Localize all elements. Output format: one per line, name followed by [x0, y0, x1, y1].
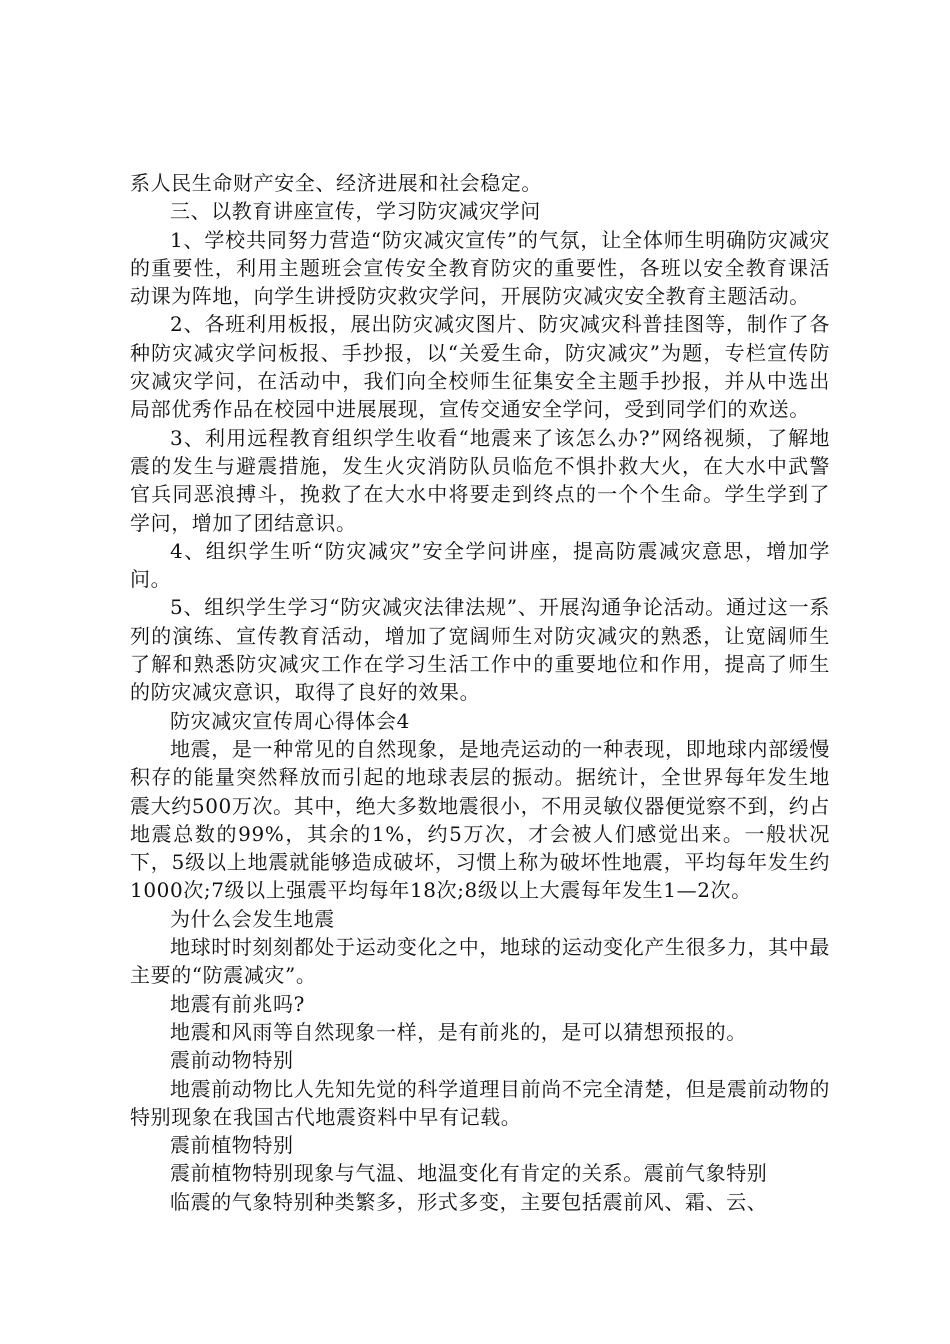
- paragraph: 3、利用远程教育组织学生收看“地震来了该怎么办?”网络视频，了解地震的发生与避震措施，发生火灾消防队员临危不惧扑救大火，在大水中武警官兵同恶浪搏斗，挽救了在大水中将要走到终点的一个个生命。学生学到了学问，增加了团结意识。: [130, 425, 830, 535]
- paragraph: 震前植物特别现象与气温、地温变化有肯定的关系。震前气象特别: [170, 1161, 768, 1186]
- paragraph: 地震前动物比人先知先觉的科学道理目前尚不完全清楚，但是震前动物的特别现象在我国古代地震资料中早有记载。: [130, 1076, 830, 1129]
- paragraph: 地震，是一种常见的自然现象，是地壳运动的一种表现，即地球内部缓慢积存的能量突然释放而引起的地球表层的振动。据统计，全世界每年发生地震大约500万次。其中，绝大多数地震很小，不用灵敏仪器便觉察不到，约占地震总数的99%，其余的1%，约5万次，才会被人们感觉出来。一般状况下，5级以上地震就能够造成破坏，习惯上称为破坏性地震，平均每年发生约1000次;7级以上强震平均每年18次;8级以上大震每年发生1—2次。: [130, 736, 830, 903]
- section-heading: 震前动物特别: [170, 1048, 294, 1073]
- document-body: [130, 169, 830, 1216]
- paragraph: 2、各班利用板报，展出防灾减灾图片、防灾减灾科普挂图等，制作了各种防灾减灾学问板报、手抄报，以“关爱生命，防灾减灾”为题，专栏宣传防灾减灾学问，在活动中，我们向全校师生征集安全主题手抄报，并从中选出局部优秀作品在校园中进展展现，宣传交通安全学问，受到同学们的欢送。: [130, 312, 830, 422]
- paragraph: 地球时时刻刻都处于运动变化之中，地球的运动变化产生很多力，其中最主要的“防震减灾”。: [130, 935, 830, 988]
- section-heading: 防灾减灾宣传周心得体会4: [170, 708, 410, 733]
- paragraph: 5、组织学生学习“防灾减灾法律法规”、开展沟通争论活动。通过这一系列的演练、宣传教育活动，增加了宽阔师生对防灾减灾的熟悉，让宽阔师生了解和熟悉防灾减灾工作在学习生活工作中的重要地位和作用，提高了师生的防灾减灾意识，取得了良好的效果。: [130, 595, 830, 705]
- section-heading: 震前植物特别: [170, 1133, 294, 1158]
- paragraph: 地震和风雨等自然现象一样，是有前兆的，是可以猜想预报的。: [170, 1019, 747, 1044]
- section-heading: 为什么会发生地震: [170, 906, 335, 931]
- paragraph: 1、学校共同努力营造“防灾减灾宣传”的气氛，让全体师生明确防灾减灾的重要性，利用主题班会宣传安全教育防灾的重要性，各班以安全教育课活动课为阵地，向学生讲授防灾救灾学问，开展防灾减灾安全教育主题活动。: [130, 227, 830, 309]
- paragraph: 系人民生命财产安全、经济进展和社会稳定。: [130, 171, 542, 195]
- section-heading: 三、以教育讲座宣传，学习防灾减灾学问: [170, 199, 541, 224]
- section-heading: 地震有前兆吗?: [170, 991, 305, 1016]
- paragraph: 临震的气象特别种类繁多，形式多变，主要包括震前风、霜、云、: [170, 1189, 768, 1214]
- paragraph: 4、组织学生听“防灾减灾”安全学问讲座，提高防震减灾意思，增加学问。: [130, 538, 830, 592]
